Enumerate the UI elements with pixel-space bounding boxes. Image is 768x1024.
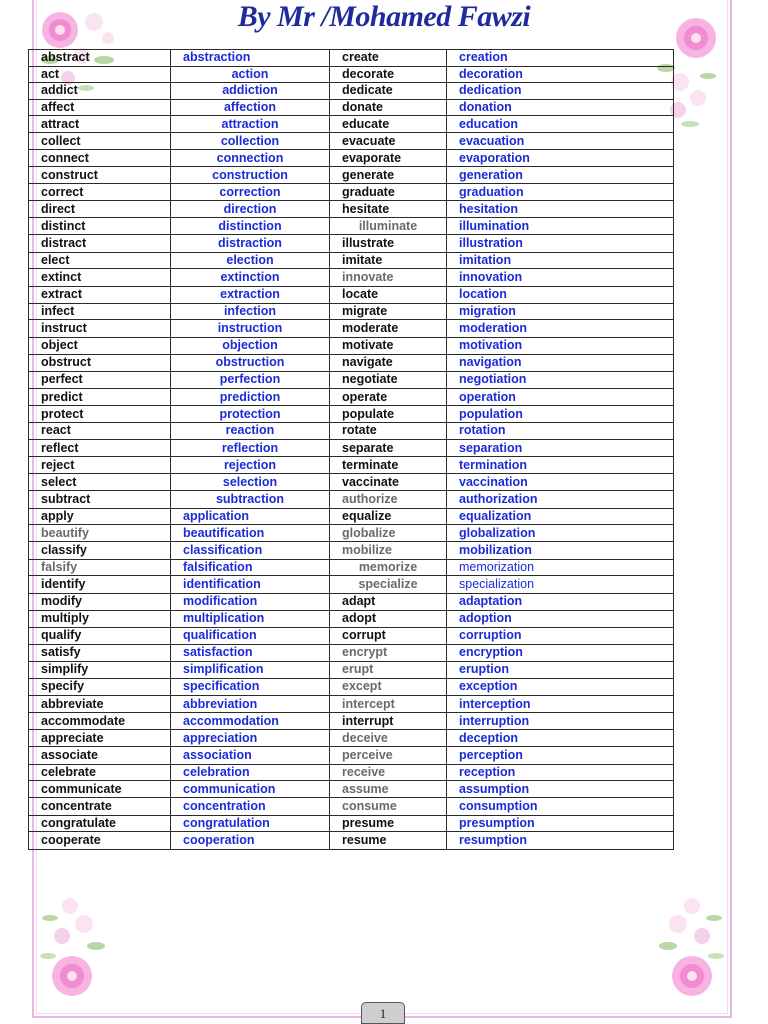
table-row <box>29 132 674 149</box>
base-word-cell: globalize <box>330 525 447 542</box>
table-row <box>29 457 674 474</box>
base-word-cell: consume <box>330 798 447 815</box>
base-word-cell: resume <box>330 832 447 849</box>
base-word-cell: distinct <box>29 218 171 235</box>
base-word-cell: apply <box>29 508 171 525</box>
table-row <box>29 662 674 679</box>
base-word-cell: communicate <box>29 781 171 798</box>
table-row <box>29 713 674 730</box>
table-row <box>29 729 674 746</box>
base-word-cell: identify <box>29 576 171 593</box>
derived-noun-cell: reflection <box>171 440 330 457</box>
derived-noun-cell: accommodation <box>171 713 330 730</box>
base-word-cell: accommodate <box>29 713 171 730</box>
table-row <box>29 593 674 610</box>
base-word-cell: negotiate <box>330 371 447 388</box>
base-word-cell: evacuate <box>330 132 447 149</box>
derived-noun-cell: modification <box>171 593 330 610</box>
derived-noun-cell: simplification <box>171 662 330 679</box>
base-word-cell: extract <box>29 286 171 303</box>
page-number: 1 <box>361 1002 405 1024</box>
derived-noun-cell: hesitation <box>447 201 674 218</box>
derived-noun-cell: consumption <box>447 798 674 815</box>
base-word-cell: affect <box>29 99 171 116</box>
table-row <box>29 99 674 116</box>
flower-decoration-bottom-right <box>652 884 732 1004</box>
derived-noun-cell: encryption <box>447 644 674 661</box>
base-word-cell: reflect <box>29 440 171 457</box>
base-word-cell: perfect <box>29 371 171 388</box>
base-word-cell: simplify <box>29 662 171 679</box>
table-row <box>29 542 674 559</box>
base-word-cell: connect <box>29 150 171 167</box>
derived-noun-cell: evacuation <box>447 132 674 149</box>
base-word-cell: abstract <box>29 50 171 67</box>
base-word-cell: locate <box>330 286 447 303</box>
derived-noun-cell: moderation <box>447 320 674 337</box>
derived-noun-cell: abbreviation <box>171 696 330 713</box>
derived-noun-cell: action <box>171 66 330 83</box>
derived-noun-cell: infection <box>171 303 330 320</box>
base-word-cell: perceive <box>330 747 447 764</box>
derived-noun-cell: perfection <box>171 371 330 388</box>
table-row <box>29 610 674 627</box>
table-row <box>29 764 674 781</box>
derived-noun-cell: decoration <box>447 66 674 83</box>
base-word-cell: navigate <box>330 355 447 372</box>
base-word-cell: motivate <box>330 337 447 354</box>
base-word-cell: instruct <box>29 320 171 337</box>
table-row <box>29 218 674 235</box>
derived-noun-cell: exception <box>447 678 674 695</box>
derived-noun-cell: resumption <box>447 832 674 849</box>
derived-noun-cell: equalization <box>447 508 674 525</box>
derived-noun-cell: evaporation <box>447 150 674 167</box>
table-row <box>29 371 674 388</box>
base-word-cell: elect <box>29 252 171 269</box>
table-row <box>29 355 674 372</box>
table-row <box>29 252 674 269</box>
table-row <box>29 320 674 337</box>
base-word-cell: imitate <box>330 252 447 269</box>
table-row <box>29 422 674 439</box>
derived-noun-cell: specification <box>171 678 330 695</box>
table-row <box>29 150 674 167</box>
derived-noun-cell: illumination <box>447 218 674 235</box>
derived-noun-cell: generation <box>447 166 674 183</box>
table-row <box>29 388 674 405</box>
base-word-cell: illuminate <box>330 218 447 235</box>
base-word-cell: encrypt <box>330 644 447 661</box>
derived-noun-cell: association <box>171 747 330 764</box>
derived-noun-cell: deception <box>447 729 674 746</box>
derived-noun-cell: communication <box>171 781 330 798</box>
base-word-cell: select <box>29 473 171 490</box>
derived-noun-cell: graduation <box>447 184 674 201</box>
base-word-cell: corrupt <box>330 627 447 644</box>
table-row <box>29 286 674 303</box>
derived-noun-cell: abstraction <box>171 50 330 67</box>
table-row <box>29 832 674 849</box>
table-row <box>29 508 674 525</box>
base-word-cell: distract <box>29 235 171 252</box>
derived-noun-cell: location <box>447 286 674 303</box>
table-row <box>29 644 674 661</box>
base-word-cell: evaporate <box>330 150 447 167</box>
derived-noun-cell: rejection <box>171 457 330 474</box>
derived-noun-cell: vaccination <box>447 473 674 490</box>
derived-noun-cell: satisfaction <box>171 644 330 661</box>
base-word-cell: specialize <box>330 576 447 593</box>
base-word-cell: extinct <box>29 269 171 286</box>
derived-noun-cell: population <box>447 406 674 423</box>
derived-noun-cell: extraction <box>171 286 330 303</box>
base-word-cell: adapt <box>330 593 447 610</box>
base-word-cell: addict <box>29 83 171 100</box>
derived-noun-cell: appreciation <box>171 729 330 746</box>
base-word-cell: appreciate <box>29 729 171 746</box>
base-word-cell: moderate <box>330 320 447 337</box>
base-word-cell: separate <box>330 440 447 457</box>
table-row <box>29 798 674 815</box>
derived-noun-cell: subtraction <box>171 491 330 508</box>
base-word-cell: deceive <box>330 729 447 746</box>
base-word-cell: cooperate <box>29 832 171 849</box>
derived-noun-cell: affection <box>171 99 330 116</box>
derived-noun-cell: education <box>447 116 674 133</box>
derived-noun-cell: perception <box>447 747 674 764</box>
table-row <box>29 337 674 354</box>
base-word-cell: correct <box>29 184 171 201</box>
base-word-cell: infect <box>29 303 171 320</box>
flower-decoration-bottom-left <box>36 884 116 1004</box>
base-word-cell: react <box>29 422 171 439</box>
base-word-cell: memorize <box>330 559 447 576</box>
base-word-cell: donate <box>330 99 447 116</box>
base-word-cell: illustrate <box>330 235 447 252</box>
derived-noun-cell: prediction <box>171 388 330 405</box>
base-word-cell: dedicate <box>330 83 447 100</box>
table-row <box>29 235 674 252</box>
derived-noun-cell: protection <box>171 406 330 423</box>
derived-noun-cell: direction <box>171 201 330 218</box>
derived-noun-cell: imitation <box>447 252 674 269</box>
derived-noun-cell: concentration <box>171 798 330 815</box>
table-row <box>29 116 674 133</box>
derived-noun-cell: interception <box>447 696 674 713</box>
base-word-cell: erupt <box>330 662 447 679</box>
base-word-cell: generate <box>330 166 447 183</box>
derived-noun-cell: authorization <box>447 491 674 508</box>
base-word-cell: populate <box>330 406 447 423</box>
word-formation-table <box>28 49 674 850</box>
table-row <box>29 269 674 286</box>
base-word-cell: attract <box>29 116 171 133</box>
derived-noun-cell: objection <box>171 337 330 354</box>
base-word-cell: abbreviate <box>29 696 171 713</box>
derived-noun-cell: selection <box>171 473 330 490</box>
table-row <box>29 201 674 218</box>
derived-noun-cell: corruption <box>447 627 674 644</box>
base-word-cell: presume <box>330 815 447 832</box>
derived-noun-cell: reception <box>447 764 674 781</box>
base-word-cell: create <box>330 50 447 67</box>
derived-noun-cell: donation <box>447 99 674 116</box>
derived-noun-cell: extinction <box>171 269 330 286</box>
derived-noun-cell: migration <box>447 303 674 320</box>
page-title: By Mr /Mohamed Fawzi <box>237 0 531 33</box>
table-row <box>29 678 674 695</box>
derived-noun-cell: assumption <box>447 781 674 798</box>
base-word-cell: congratulate <box>29 815 171 832</box>
base-word-cell: celebrate <box>29 764 171 781</box>
derived-noun-cell: memorization <box>447 559 674 576</box>
table-row <box>29 696 674 713</box>
derived-noun-cell: falsification <box>171 559 330 576</box>
base-word-cell: rotate <box>330 422 447 439</box>
derived-noun-cell: specialization <box>447 576 674 593</box>
derived-noun-cell: negotiation <box>447 371 674 388</box>
base-word-cell: classify <box>29 542 171 559</box>
derived-noun-cell: distraction <box>171 235 330 252</box>
base-word-cell: concentrate <box>29 798 171 815</box>
table-row <box>29 66 674 83</box>
derived-noun-cell: reaction <box>171 422 330 439</box>
derived-noun-cell: adaptation <box>447 593 674 610</box>
base-word-cell: educate <box>330 116 447 133</box>
derived-noun-cell: termination <box>447 457 674 474</box>
derived-noun-cell: eruption <box>447 662 674 679</box>
base-word-cell: protect <box>29 406 171 423</box>
base-word-cell: collect <box>29 132 171 149</box>
derived-noun-cell: application <box>171 508 330 525</box>
derived-noun-cell: dedication <box>447 83 674 100</box>
base-word-cell: migrate <box>330 303 447 320</box>
base-word-cell: satisfy <box>29 644 171 661</box>
table-row <box>29 627 674 644</box>
derived-noun-cell: operation <box>447 388 674 405</box>
derived-noun-cell: election <box>171 252 330 269</box>
base-word-cell: direct <box>29 201 171 218</box>
derived-noun-cell: adoption <box>447 610 674 627</box>
table-row <box>29 747 674 764</box>
base-word-cell: terminate <box>330 457 447 474</box>
derived-noun-cell: creation <box>447 50 674 67</box>
derived-noun-cell: beautification <box>171 525 330 542</box>
table-row <box>29 473 674 490</box>
table-row <box>29 50 674 67</box>
base-word-cell: construct <box>29 166 171 183</box>
derived-noun-cell: globalization <box>447 525 674 542</box>
derived-noun-cell: attraction <box>171 116 330 133</box>
derived-noun-cell: collection <box>171 132 330 149</box>
table-row <box>29 406 674 423</box>
base-word-cell: decorate <box>330 66 447 83</box>
base-word-cell: qualify <box>29 627 171 644</box>
derived-noun-cell: construction <box>171 166 330 183</box>
base-word-cell: interrupt <box>330 713 447 730</box>
table-row <box>29 184 674 201</box>
derived-noun-cell: interruption <box>447 713 674 730</box>
base-word-cell: act <box>29 66 171 83</box>
derived-noun-cell: illustration <box>447 235 674 252</box>
table-row <box>29 525 674 542</box>
derived-noun-cell: qualification <box>171 627 330 644</box>
table-row <box>29 559 674 576</box>
base-word-cell: operate <box>330 388 447 405</box>
base-word-cell: falsify <box>29 559 171 576</box>
base-word-cell: predict <box>29 388 171 405</box>
derived-noun-cell: distinction <box>171 218 330 235</box>
derived-noun-cell: rotation <box>447 422 674 439</box>
base-word-cell: reject <box>29 457 171 474</box>
base-word-cell: adopt <box>330 610 447 627</box>
derived-noun-cell: separation <box>447 440 674 457</box>
table-row <box>29 491 674 508</box>
derived-noun-cell: congratulation <box>171 815 330 832</box>
base-word-cell: vaccinate <box>330 473 447 490</box>
table-row <box>29 781 674 798</box>
table-row <box>29 576 674 593</box>
derived-noun-cell: cooperation <box>171 832 330 849</box>
base-word-cell: multiply <box>29 610 171 627</box>
base-word-cell: specify <box>29 678 171 695</box>
derived-noun-cell: connection <box>171 150 330 167</box>
derived-noun-cell: presumption <box>447 815 674 832</box>
table-row <box>29 303 674 320</box>
base-word-cell: intercept <box>330 696 447 713</box>
table-row <box>29 166 674 183</box>
table-body <box>29 50 674 850</box>
base-word-cell: equalize <box>330 508 447 525</box>
base-word-cell: mobilize <box>330 542 447 559</box>
derived-noun-cell: celebration <box>171 764 330 781</box>
derived-noun-cell: obstruction <box>171 355 330 372</box>
table-row <box>29 83 674 100</box>
derived-noun-cell: addiction <box>171 83 330 100</box>
base-word-cell: obstruct <box>29 355 171 372</box>
base-word-cell: subtract <box>29 491 171 508</box>
base-word-cell: modify <box>29 593 171 610</box>
derived-noun-cell: navigation <box>447 355 674 372</box>
derived-noun-cell: classification <box>171 542 330 559</box>
table-row <box>29 440 674 457</box>
base-word-cell: graduate <box>330 184 447 201</box>
base-word-cell: object <box>29 337 171 354</box>
base-word-cell: assume <box>330 781 447 798</box>
base-word-cell: receive <box>330 764 447 781</box>
derived-noun-cell: innovation <box>447 269 674 286</box>
derived-noun-cell: mobilization <box>447 542 674 559</box>
base-word-cell: except <box>330 678 447 695</box>
base-word-cell: hesitate <box>330 201 447 218</box>
derived-noun-cell: correction <box>171 184 330 201</box>
derived-noun-cell: instruction <box>171 320 330 337</box>
derived-noun-cell: motivation <box>447 337 674 354</box>
base-word-cell: innovate <box>330 269 447 286</box>
table-row <box>29 815 674 832</box>
base-word-cell: beautify <box>29 525 171 542</box>
base-word-cell: associate <box>29 747 171 764</box>
base-word-cell: authorize <box>330 491 447 508</box>
derived-noun-cell: multiplication <box>171 610 330 627</box>
derived-noun-cell: identification <box>171 576 330 593</box>
